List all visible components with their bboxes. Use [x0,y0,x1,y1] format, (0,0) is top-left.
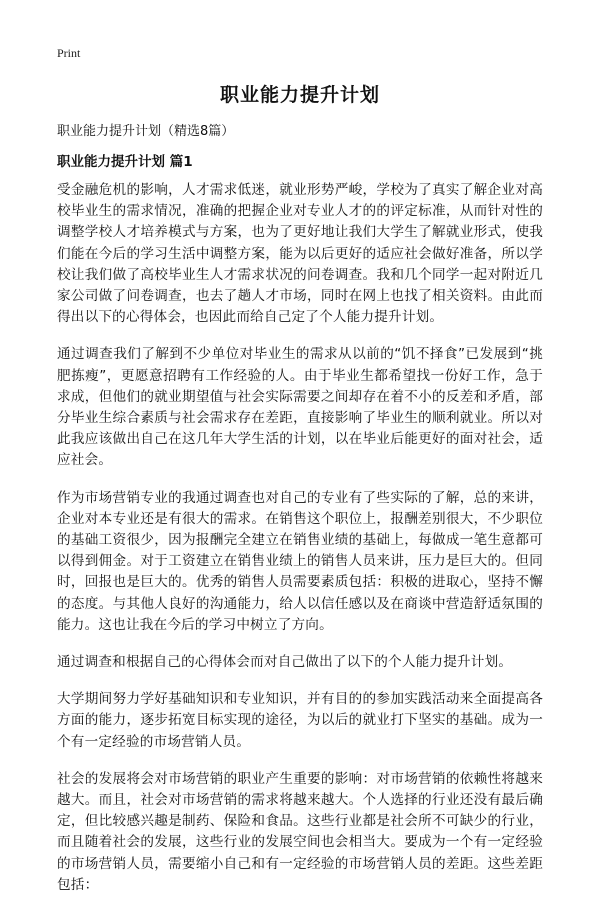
print-link[interactable]: Print [57,46,81,60]
paragraph: 大学期间努力学好基础知识和专业知识，并有目的的参加实践活动来全面提高各方面的能力，逐步拓宽目标实现的途径，为以后的就业打下坚实的基础。成为一个有一定经验的市场营销人员。 [57,691,543,750]
section-heading: 职业能力提升计划 篇1 [57,154,193,170]
page-title: 职业能力提升计划 [219,84,380,106]
paragraph: 作为市场营销专业的我通过调查也对自己的专业有了些实际的了解，总的来讲，企业对本专业还是有很大的需求。在销售这个职位上，报酬差别很大，不少职位的基础工资很少，因为报酬完全建立在销售业绩的基础上，每做成一笔生意都可以得到佣金。对于工资建立在销售业绩上的销售人员来讲，压力是巨大的。但同时，回报也是巨大的。优秀的销售人员需要素质包括：积极的进取心，坚持不懈的态度。与其他人良好的沟通能力，给人以信任感以及在商谈中营造舒适氛围的能力。这也让我在今后的学习中树立了方向。 [57,489,543,633]
document-body [57,180,543,912]
paragraph: 通过调查和根据自己的心得体会而对自己做出了以下的个人能力提升计划。 [57,654,513,671]
paragraph: 社会的发展将会对市场营销的职业产生重要的影响：对市场营销的依赖性将越来越大。而且，社会对市场营销的需求将越来越大。个人选择的行业还没有最后确定，但比较感兴趣是制药、保险和食品。这些行业都是社会所不可缺少的行业，而且随着社会的发展，这些行业的发展空间也会相当大。要成为一个有一定经验的市场营销人员，需要缩小自己和有一定经验的市场营销人员的差距。这些差距包括： [57,770,543,893]
document-subtitle: 职业能力提升计划（精选8篇） [57,124,235,139]
paragraph: 通过调查我们了解到不少单位对毕业生的需求从以前的“饥不择食”已发展到“挑肥拣瘦”，更愿意招聘有工作经验的人。由于毕业生都希望找一份好工作，急于求成，但他们的就业期望值与社会实际需要之间却存在着不小的反差和矛盾，部分毕业生综合素质与社会需求存在差距，直接影响了毕业生的顺利就业。所以对此我应该做出自己在这几年大学生活的计划，以在毕业后能更好的面对社会，适应社会。 [57,346,543,469]
paragraph: 受金融危机的影响，人才需求低迷，就业形势严峻，学校为了真实了解企业对高校毕业生的需求情况，准确的把握企业对专业人才的的评定标准，从而针对性的调整学校人才培养模式与方案，也为了更好地让我们大学生了解就业形式，使我们能在今后的学习生活中调整方案，能为以后更好的适应社会做好准备，所以学校让我们做了高校毕业生人才需求状况的问卷调查。我和几个同学一起对附近几家公司做了问卷调查，也去了趟人才市场，同时在网上也找了相关资料。由此而得出以下的心得体会，也因此而给自己定了个人能力提升计划。 [57,182,543,326]
